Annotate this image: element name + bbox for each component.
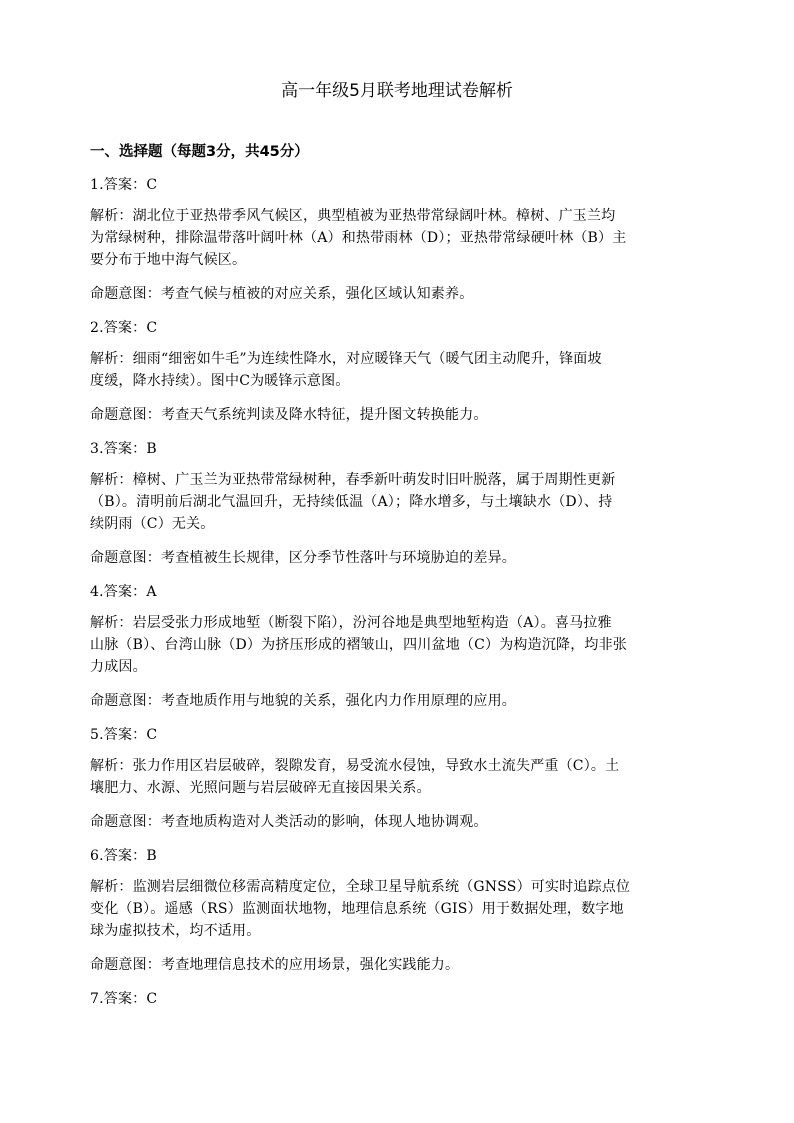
analysis-line: 解析：监测岩层细微位移需高精度定位，全球卫星导航系统（GNSS）可实时追踪点位	[90, 879, 631, 895]
answer-line: 2.答案：C	[90, 320, 158, 336]
intent-line: 命题意图：考查地质构造对人类活动的影响，体现人地协调观。	[90, 814, 488, 830]
analysis-line: （B）。清明前后湖北气温回升，无持续低温（A）；降水增多，与土壤缺水（D）、持	[90, 494, 613, 510]
question-block-4	[90, 581, 704, 724]
analysis-line: 续阴雨（C）无关。	[90, 516, 215, 532]
analysis-line: 解析：樟树、广玉兰为亚热带常绿树种，春季新叶萌发时旧叶脱落，属于周期性更新	[90, 472, 616, 488]
analysis-line: 山脉（B）、台湾山脉（D）为挤压形成的褶皱山，四川盆地（C）为构造沉降，均非张	[90, 637, 628, 653]
analysis-line: 解析：细雨“细密如牛毛”为连续性降水，对应暖锋天气（暖气团主动爬升，锋面坡	[90, 351, 602, 367]
document-title: 高一年级5月联考地理试卷解析	[281, 81, 513, 101]
intent-line: 命题意图：考查植被生长规律，区分季节性落叶与环境胁迫的差异。	[90, 550, 516, 566]
question-block-7	[90, 988, 704, 1010]
question-block-3	[90, 438, 704, 581]
intent-line: 命题意图：考查地质作用与地貌的关系，强化内力作用原理的应用。	[90, 693, 516, 709]
answer-line: 4.答案：A	[90, 584, 157, 600]
question-block-6	[90, 845, 704, 988]
intent-line: 命题意图：考查天气系统判读及降水特征，提升图文转换能力。	[90, 407, 488, 423]
analysis-line: 要分布于地中海气候区。	[90, 252, 247, 268]
intent-line: 命题意图：考查气候与植被的对应关系，强化区域认知素养。	[90, 286, 474, 302]
analysis-line: 度缓，降水持续）。图中C为暖锋示意图。	[90, 373, 350, 389]
intent-line: 命题意图：考查地理信息技术的应用场景，强化实践能力。	[90, 957, 460, 973]
section-heading: 一、选择题（每题3分，共45分）	[90, 144, 309, 160]
answer-line: 1.答案：C	[90, 177, 158, 193]
analysis-line: 球为虚拟技术，均不适用。	[90, 923, 261, 939]
analysis-line: 为常绿树种，排除温带落叶阔叶林（A）和热带雨林（D）；亚热带常绿硬叶林（B）主	[90, 230, 627, 246]
answer-line: 5.答案：C	[90, 727, 158, 743]
analysis-line: 解析：张力作用区岩层破碎，裂隙发育，易受流水侵蚀，导致水土流失严重（C）。土	[90, 758, 620, 774]
answer-line: 3.答案：B	[90, 441, 157, 457]
question-block-1	[90, 174, 704, 317]
analysis-line: 壤肥力、水源、光照问题与岩层破碎无直接因果关系。	[90, 780, 431, 796]
analysis-line: 解析：岩层受张力形成地堑（断裂下陷），汾河谷地是典型地堑构造（A）。喜马拉雅	[90, 615, 612, 631]
analysis-line: 力成因。	[90, 659, 147, 675]
question-block-2	[90, 317, 704, 438]
analysis-line: 解析：湖北位于亚热带季风气候区，典型植被为亚热带常绿阔叶林。樟树、广玉兰均	[90, 208, 616, 224]
analysis-line: 变化（B）。遥感（RS）监测面状地物，地理信息系统（GIS）用于数据处理，数字地	[90, 901, 624, 917]
answer-line: 6.答案：B	[90, 848, 157, 864]
question-block-5	[90, 724, 704, 845]
answer-list	[90, 174, 704, 1010]
answer-line: 7.答案：C	[90, 991, 158, 1007]
